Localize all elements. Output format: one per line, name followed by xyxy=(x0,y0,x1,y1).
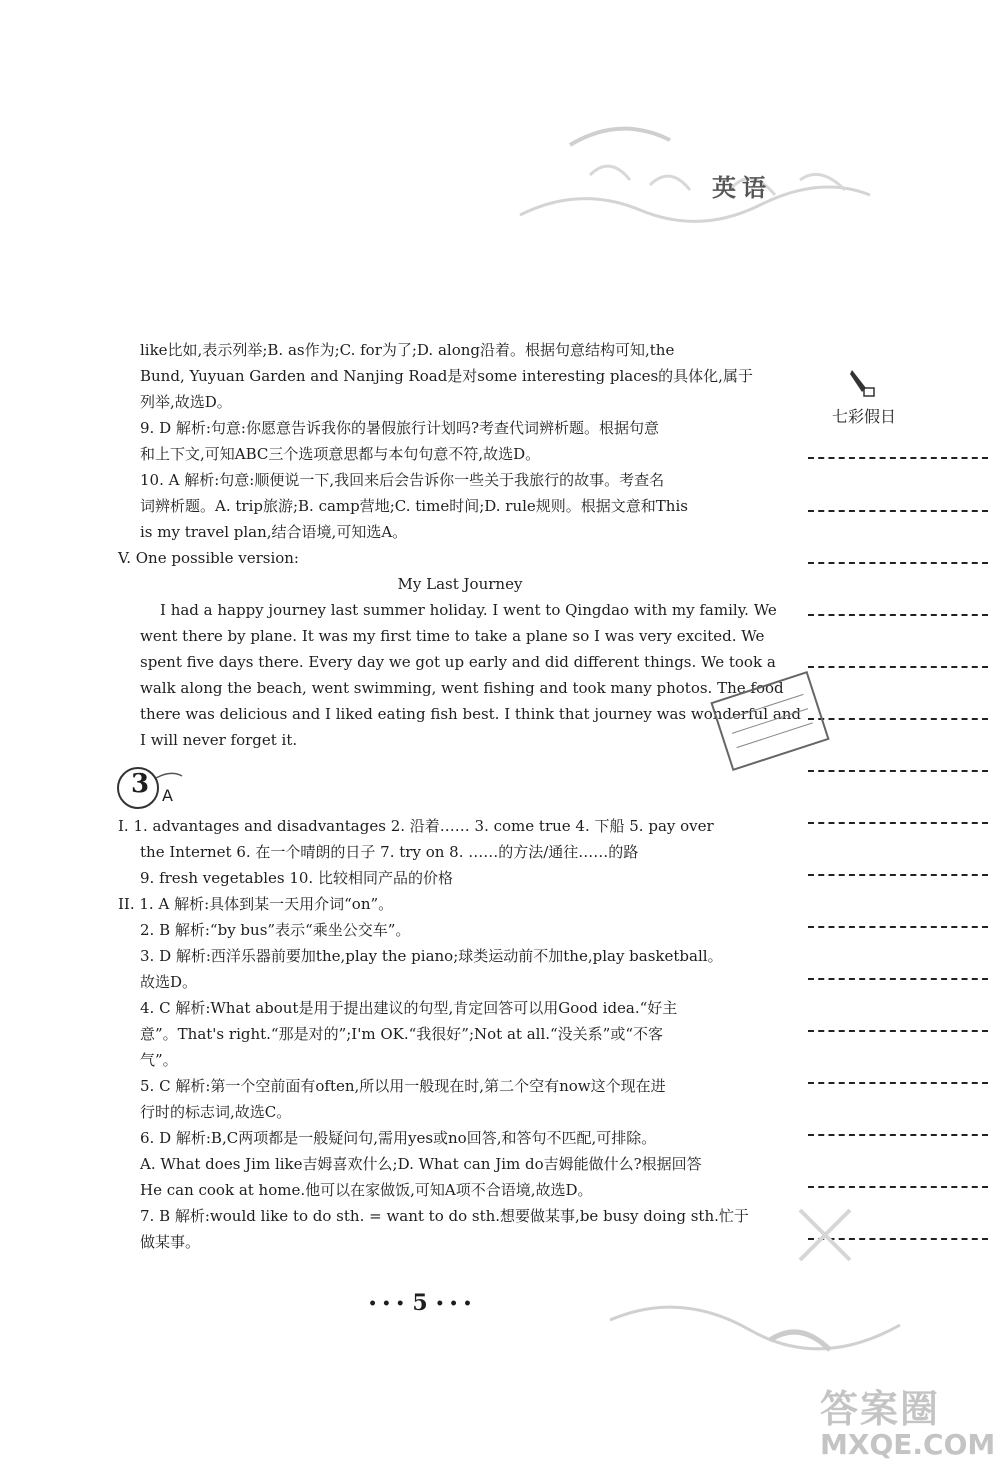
header-decoration xyxy=(500,95,880,245)
text-line: 和上下文,可知ABC三个选项意思都与本句句意不符,故选D。 xyxy=(140,445,541,463)
page-dots-right: • • • xyxy=(435,1296,472,1312)
note-line xyxy=(808,562,988,564)
note-line xyxy=(808,1134,988,1136)
essay-line: spent five days there. Every day we got up early and did different things. We took a xyxy=(140,653,776,671)
text-line: 气”。 xyxy=(140,1051,178,1069)
subject-label: 英语 xyxy=(712,173,772,202)
note-line xyxy=(808,822,988,824)
watermark-logo: 答案圈 xyxy=(820,1387,941,1431)
page-dots-left: • • • xyxy=(368,1296,405,1312)
note-line xyxy=(808,1030,988,1032)
text-line: 列举,故选D。 xyxy=(140,393,232,411)
note-line xyxy=(808,1186,988,1188)
text-line: 行时的标志词,故选C。 xyxy=(140,1103,292,1121)
essay-line: walk along the beach, went swimming, went fishing and took many photos. The food xyxy=(140,679,784,697)
pen-icon xyxy=(848,368,876,402)
text-line: 故选D。 xyxy=(140,973,198,991)
essay-title: My Last Journey xyxy=(397,575,523,593)
text-line: 4. C 解析:What about是用于提出建议的句型,肯定回答可以用Good idea.“好主 xyxy=(140,999,678,1017)
text-line: 意”。That's right.“那是对的”;I'm OK.“我很好”;Not at all.“没关系”或“不客 xyxy=(140,1025,664,1043)
text-line: I. 1. advantages and disadvantages 2. 沿着…… 3. come true 4. 下船 5. pay over xyxy=(118,817,714,835)
text-line: II. 1. A 解析:具体到某一天用介词“on”。 xyxy=(118,895,394,913)
text-line: 3. D 解析:西洋乐器前要加the,play the piano;球类运动前不加the,play basketball。 xyxy=(140,947,723,965)
note-line xyxy=(808,926,988,928)
text-line: 6. D 解析:B,C两项都是一般疑问句,需用yes或no回答,和答句不匹配,可排除。 xyxy=(140,1129,657,1147)
unit-badge xyxy=(116,766,186,816)
stamp-decoration xyxy=(700,666,840,780)
footer-decoration xyxy=(600,1200,930,1374)
essay-line: I will never forget it. xyxy=(140,731,298,749)
watermark-url: MXQE.COM xyxy=(820,1428,996,1461)
text-line: the Internet 6. 在一个晴朗的日子 7. try on 8. ……的方法/通往……的路 xyxy=(140,843,639,861)
text-line: 9. fresh vegetables 10. 比较相同产品的价格 xyxy=(140,869,453,887)
note-line xyxy=(808,457,988,459)
unit-section: A xyxy=(162,786,173,805)
text-line: He can cook at home.他可以在家做饭,可知A项不合语境,故选D。 xyxy=(140,1181,593,1199)
text-line: 10. A 解析:句意:顺便说一下,我回来后会告诉你一些关于我旅行的故事。考查名 xyxy=(140,471,665,489)
text-line: 9. D 解析:句意:你愿意告诉我你的暑假旅行计划吗?考查代词辨析题。根据句意 xyxy=(140,419,660,437)
text-line: 2. B 解析:“by bus”表示“乘坐公交车”。 xyxy=(140,921,411,939)
page-number: 5 xyxy=(412,1290,428,1316)
unit-number: 3 xyxy=(131,769,150,799)
text-line: A. What does Jim like吉姆喜欢什么;D. What can Jim do吉姆能做什么?根据回答 xyxy=(140,1155,702,1173)
header-brush-art xyxy=(500,95,880,245)
note-line xyxy=(808,978,988,980)
note-line xyxy=(808,510,988,512)
section-heading: V. One possible version: xyxy=(118,549,299,567)
sidebar-brand: 七彩假日 xyxy=(832,407,897,426)
text-line: 词辨析题。A. trip旅游;B. camp营地;C. time时间;D. rule规则。根据文意和This xyxy=(140,497,688,515)
note-line xyxy=(808,614,988,616)
page-number-group xyxy=(360,1290,480,1316)
note-line xyxy=(808,874,988,876)
text-line: is my travel plan,结合语境,可知选A。 xyxy=(140,523,408,541)
text-line: Bund, Yuyuan Garden and Nanjing Road是对some interesting places的具体化,属于 xyxy=(140,367,753,385)
note-line xyxy=(808,1082,988,1084)
essay-line: there was delicious and I liked eating fish best. I think that journey was wonderful and xyxy=(140,705,802,723)
text-line: like比如,表示列举;B. as作为;C. for为了;D. along沿着。根据句意结构可知,the xyxy=(140,341,675,359)
essay-line: I had a happy journey last summer holiday. I went to Qingdao with my family. We xyxy=(160,601,777,619)
text-line: 5. C 解析:第一个空前面有often,所以用一般现在时,第二个空有now这个现在进 xyxy=(140,1077,666,1095)
essay-line: went there by plane. It was my first time to take a plane so I was very excited. We xyxy=(140,627,765,645)
text-line: 做某事。 xyxy=(140,1233,201,1251)
text-line: 7. B 解析:would like to do sth. = want to do sth.想要做某事,be busy doing sth.忙于 xyxy=(140,1207,749,1225)
